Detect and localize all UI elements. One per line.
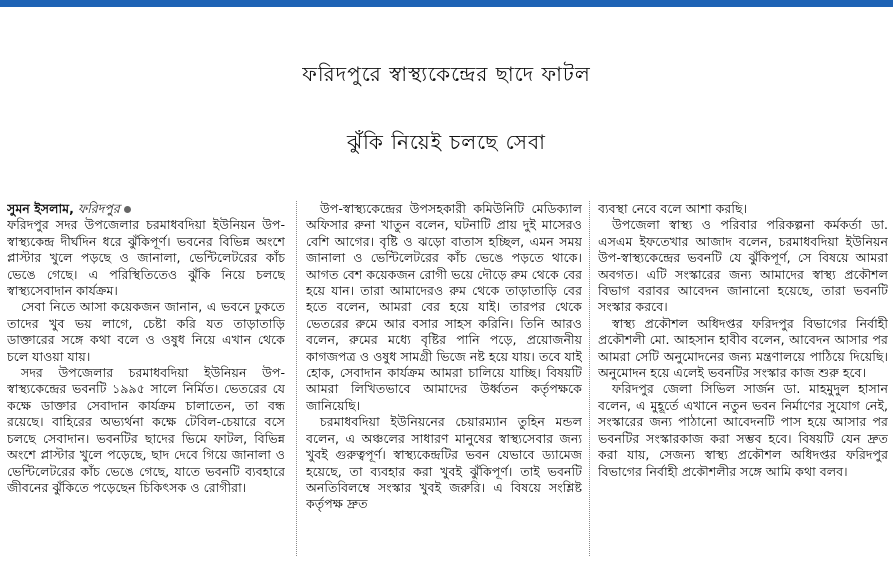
byline bbox=[7, 201, 285, 217]
column-divider-2 bbox=[589, 201, 590, 556]
headline-line-2: ঝুঁকি নিয়েই চলছে সেবা bbox=[347, 130, 546, 154]
paragraph: উপ-স্বাস্থ্যকেন্দ্রের উপসহকারী কমিউনিটি মেডিক্যাল অফিসার রুনা খাতুন বলেন, ঘটনাটি প্রায় দুই মাসেরও বেশি আগের। বৃষ্টি ও ঝড়ো বাতাস হচ্ছিল, এমন সময় জানালা ও ভেন্টিলেটরের কাঁচ ভেঙে পড়তে থাকে। আগত বেশ কয়েকজন রোগী ভয়ে দৌড়ে রুম থেকে বের হয়ে যান। তারা আমাদেরও রুম থেকে তাড়াতাড়ি বের হতে বলেন, আমরা বের হয়ে যাই। তারপর থেকে ভেতরের রুমে আর বসার সাহস করিনি। তিনি আরও বলেন, রুমের মধ্যে বৃষ্টির পানি পড়ে, প্রয়োজনীয় কাগজপত্র ও ওষুধ সামগ্রী ভিজে নষ্ট হয়ে যায়। তবে যাই হোক, সেবাদান কার্যক্রম আমরা চালিয়ে যাচ্ছি। বিষয়টি আমরা লিখিতভাবে আমাদের উর্ধ্বতন কর্তৃপক্ষকে জানিয়েছি। bbox=[306, 201, 582, 413]
paragraph: চরমাধবদিয়া ইউনিয়নের চেয়ারম্যান তুহিন মন্ডল বলেন, এ অঞ্চলের সাধারণ মানুষের স্বাস্থ্যসেবার জন্য খুবই গুরুত্বপূর্ণ। স্বাস্থ্যকেন্দ্রটির ভবন যেভাবে ড্যামেজ হয়েছে, তা ব্যবহার করা খুবই ঝুঁকিপূর্ণ। তাই ভবনটি অনতিবিলম্বে সংস্কার খুবই জরুরি। এ বিষয়ে সংশ্লিষ্ট কর্তৃপক্ষ দ্রুত bbox=[306, 414, 582, 512]
byline-author: সুমন ইসলাম, bbox=[7, 201, 74, 216]
top-color-bar bbox=[0, 0, 893, 7]
paragraph: ফরিদপুর জেলা সিভিল সার্জন ডা. মাহমুদুল হাসান বলেন, এ মুহূর্তে এখানে নতুন ভবন নির্মাণের সুযোগ নেই, সংস্কারের জন্য পাঠানো আবেদনটি পাস হয়ে আসার পর ভবনটির সংস্কারকাজ করা সম্ভব হবে। বিষয়টি যেন দ্রুত করা যায়, সেজন্য স্বাস্থ্য প্রকৌশল অধিদপ্তর ফরিদপুর বিভাগের নির্বাহী প্রকৌশলীর সঙ্গে আমি কথা বলব। bbox=[598, 381, 888, 479]
byline-dot-icon bbox=[124, 206, 131, 213]
paragraph: উপজেলা স্বাস্থ্য ও পরিবার পরিকল্পনা কর্মকর্তা ডা. এসএম ইফতেখার আজাদ বলেন, চরমাধবদিয়া ইউনিয়ন উপ-স্বাস্থ্যকেন্দ্রের ভবনটি যে ঝুঁকিপূর্ণ, সে বিষয়ে আমরা অবগত। এটি সংস্কারের জন্য আমাদের স্বাস্থ্য প্রকৌশল বিভাগ বরাবর আবেদন জানানো হয়েছে, তারা ভবনটি সংস্কার করবে। bbox=[598, 217, 888, 315]
byline-location: ফরিদপুর bbox=[77, 201, 120, 216]
headline-line-1: ফরিদপুরে স্বাস্থ্যকেন্দ্রের ছাদে ফাটল bbox=[302, 62, 591, 86]
article-column-3 bbox=[598, 201, 888, 559]
paragraph: স্বাস্থ্য প্রকৌশল অধিদপ্তর ফরিদপুর বিভাগের নির্বাহী প্রকৌশলী মো. আহসান হাবীব বলেন, আবেদন আসার পর আমরা সেটি অনুমোদনের জন্য মন্ত্রণালয়ে পাঠিয়ে দিয়েছি। অনুমোদন হয়ে এলেই ভবনটির সংস্কার কাজ শুরু হবে। bbox=[598, 315, 888, 381]
paragraph: ব্যবস্থা নেবে বলে আশা করছি। bbox=[598, 201, 748, 216]
article-column-2 bbox=[306, 201, 582, 559]
paragraph: ফরিদপুর সদর উপজেলার চরমাধবদিয়া ইউনিয়ন উপ-স্বাস্থ্যকেন্দ্র দীর্ঘদিন ধরে ঝুঁকিপূর্ণ। ভবনের বিভিন্ন অংশে প্লাস্টার খুলে পড়ছে ও জানালা, ভেন্টিলেটরের কাঁচ ভেঙে গেছে। এ পরিস্থিতিতেও ঝুঁকি নিয়ে চলছে স্বাস্থ্যসেবাদান কার্যক্রম। bbox=[7, 217, 285, 299]
column-divider-1 bbox=[296, 201, 297, 556]
paragraph: সেবা নিতে আসা কয়েকজন জানান, এ ভবনে ঢুকতে তাদের খুব ভয় লাগে, চেষ্টা করি যত তাড়াতাড়ি ডাক্তারের সঙ্গে কথা বলে ও ওষুধ নিয়ে এখান থেকে চলে যাওয়া যায়। bbox=[7, 299, 285, 364]
article-column-1 bbox=[7, 201, 285, 559]
paragraph: সদর উপজেলার চরমাধবদিয়া ইউনিয়ন উপ-স্বাস্থ্যকেন্দ্রের ভবনটি ১৯৯৫ সালে নির্মিত। ভেতরের যে কক্ষে ডাক্তার সেবাদান কার্যক্রম চালাতেন, তা বন্ধ রয়েছে। বাহিরের অভ্যর্থনা কক্ষে টেবিল-চেয়ারে বসে চলছে সেবাদান। ভবনটির ছাদের ভিমে ফাটল, বিভিন্ন অংশে প্লাস্টার খুলে পড়েছে, ছাদ দেবে গিয়ে জানালা ও ভেন্টিলেটরের কাঁচ ভেঙে গেছে, যাতে ভবনটি ব্যবহারে জীবনের ঝুঁকিতে পড়েছেন চিকিৎসক ও রোগীরা। bbox=[7, 365, 285, 495]
